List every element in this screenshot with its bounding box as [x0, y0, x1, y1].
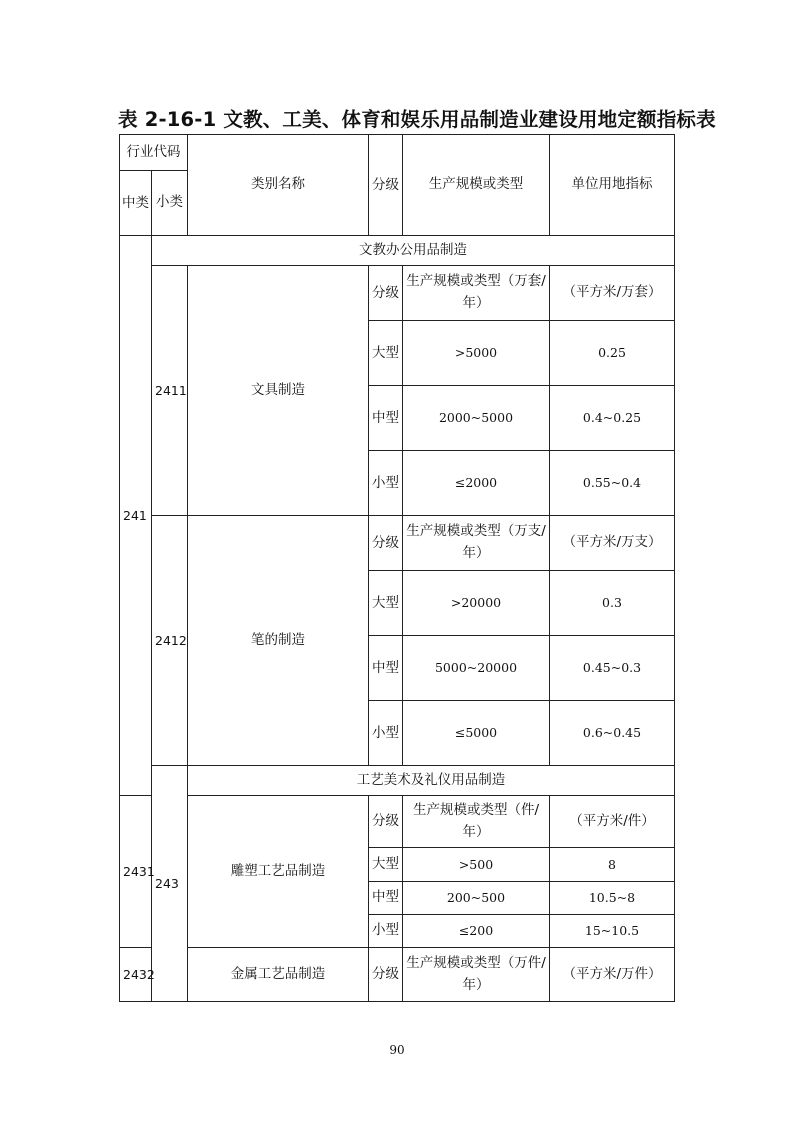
- scale-unit-header: 生产规模或类型（万套/年）: [403, 266, 550, 321]
- scale-cell: 2000~5000: [403, 386, 550, 451]
- category-name: 金属工艺品制造: [188, 948, 369, 1002]
- indicator-unit-header: （平方米/万套）: [550, 266, 675, 321]
- table-row: [120, 516, 675, 571]
- sub-class-header: 小类: [152, 171, 188, 236]
- header-row: [120, 135, 675, 171]
- mid-class-code: 241: [120, 236, 152, 796]
- category-name: 笔的制造: [188, 516, 369, 766]
- value-cell: 0.25: [550, 321, 675, 386]
- indicator-header: 单位用地指标: [550, 135, 675, 236]
- table-row: [120, 796, 675, 848]
- scale-cell: ≤2000: [403, 451, 550, 516]
- value-cell: 10.5~8: [550, 882, 675, 915]
- table-row: [120, 766, 675, 796]
- sub-class-code: 2411: [152, 266, 188, 516]
- scale-cell: 5000~20000: [403, 636, 550, 701]
- page-number: 90: [389, 1043, 405, 1057]
- table-row: [120, 236, 675, 266]
- mid-class-header: 中类: [120, 171, 152, 236]
- value-cell: 8: [550, 848, 675, 882]
- value-cell: 0.45~0.3: [550, 636, 675, 701]
- scale-cell: ≤200: [403, 915, 550, 948]
- grade-cell: 小型: [369, 451, 403, 516]
- land-quota-table: [119, 134, 675, 1002]
- grade-cell: 中型: [369, 636, 403, 701]
- category-name: 文具制造: [188, 266, 369, 516]
- grade-label: 分级: [369, 948, 403, 1002]
- sub-class-code: 2431: [120, 796, 152, 948]
- grade-cell: 中型: [369, 882, 403, 915]
- sub-class-code: 2412: [152, 516, 188, 766]
- table-title: 表 2-16-1 文教、工美、体育和娱乐用品制造业建设用地定额指标表: [118, 108, 716, 131]
- scale-unit-header: 生产规模或类型（万支/年）: [403, 516, 550, 571]
- table-row: [120, 266, 675, 321]
- group-name: 文教办公用品制造: [152, 236, 675, 266]
- mid-class-code: 243: [152, 766, 188, 1002]
- scale-cell: >20000: [403, 571, 550, 636]
- table-row: [120, 948, 675, 1002]
- grade-header: 分级: [369, 135, 403, 236]
- value-cell: 0.6~0.45: [550, 701, 675, 766]
- grade-cell: 小型: [369, 701, 403, 766]
- grade-label: 分级: [369, 516, 403, 571]
- category-name: 雕塑工艺品制造: [188, 796, 369, 948]
- grade-cell: 大型: [369, 848, 403, 882]
- scale-cell: ≤5000: [403, 701, 550, 766]
- scale-unit-header: 生产规模或类型（件/年）: [403, 796, 550, 848]
- sub-class-code: 2432: [120, 948, 152, 1002]
- indicator-unit-header: （平方米/万支）: [550, 516, 675, 571]
- value-cell: 0.3: [550, 571, 675, 636]
- grade-cell: 小型: [369, 915, 403, 948]
- scale-cell: >5000: [403, 321, 550, 386]
- grade-cell: 中型: [369, 386, 403, 451]
- group-name: 工艺美术及礼仪用品制造: [188, 766, 675, 796]
- scale-unit-header: 生产规模或类型（万件/年）: [403, 948, 550, 1002]
- indicator-unit-header: （平方米/万件）: [550, 948, 675, 1002]
- industry-code-header: 行业代码: [120, 135, 188, 171]
- indicator-unit-header: （平方米/件）: [550, 796, 675, 848]
- grade-label: 分级: [369, 796, 403, 848]
- scale-header: 生产规模或类型: [403, 135, 550, 236]
- value-cell: 15~10.5: [550, 915, 675, 948]
- category-name-header: 类别名称: [188, 135, 369, 236]
- grade-cell: 大型: [369, 571, 403, 636]
- grade-cell: 大型: [369, 321, 403, 386]
- value-cell: 0.55~0.4: [550, 451, 675, 516]
- scale-cell: >500: [403, 848, 550, 882]
- scale-cell: 200~500: [403, 882, 550, 915]
- grade-label: 分级: [369, 266, 403, 321]
- value-cell: 0.4~0.25: [550, 386, 675, 451]
